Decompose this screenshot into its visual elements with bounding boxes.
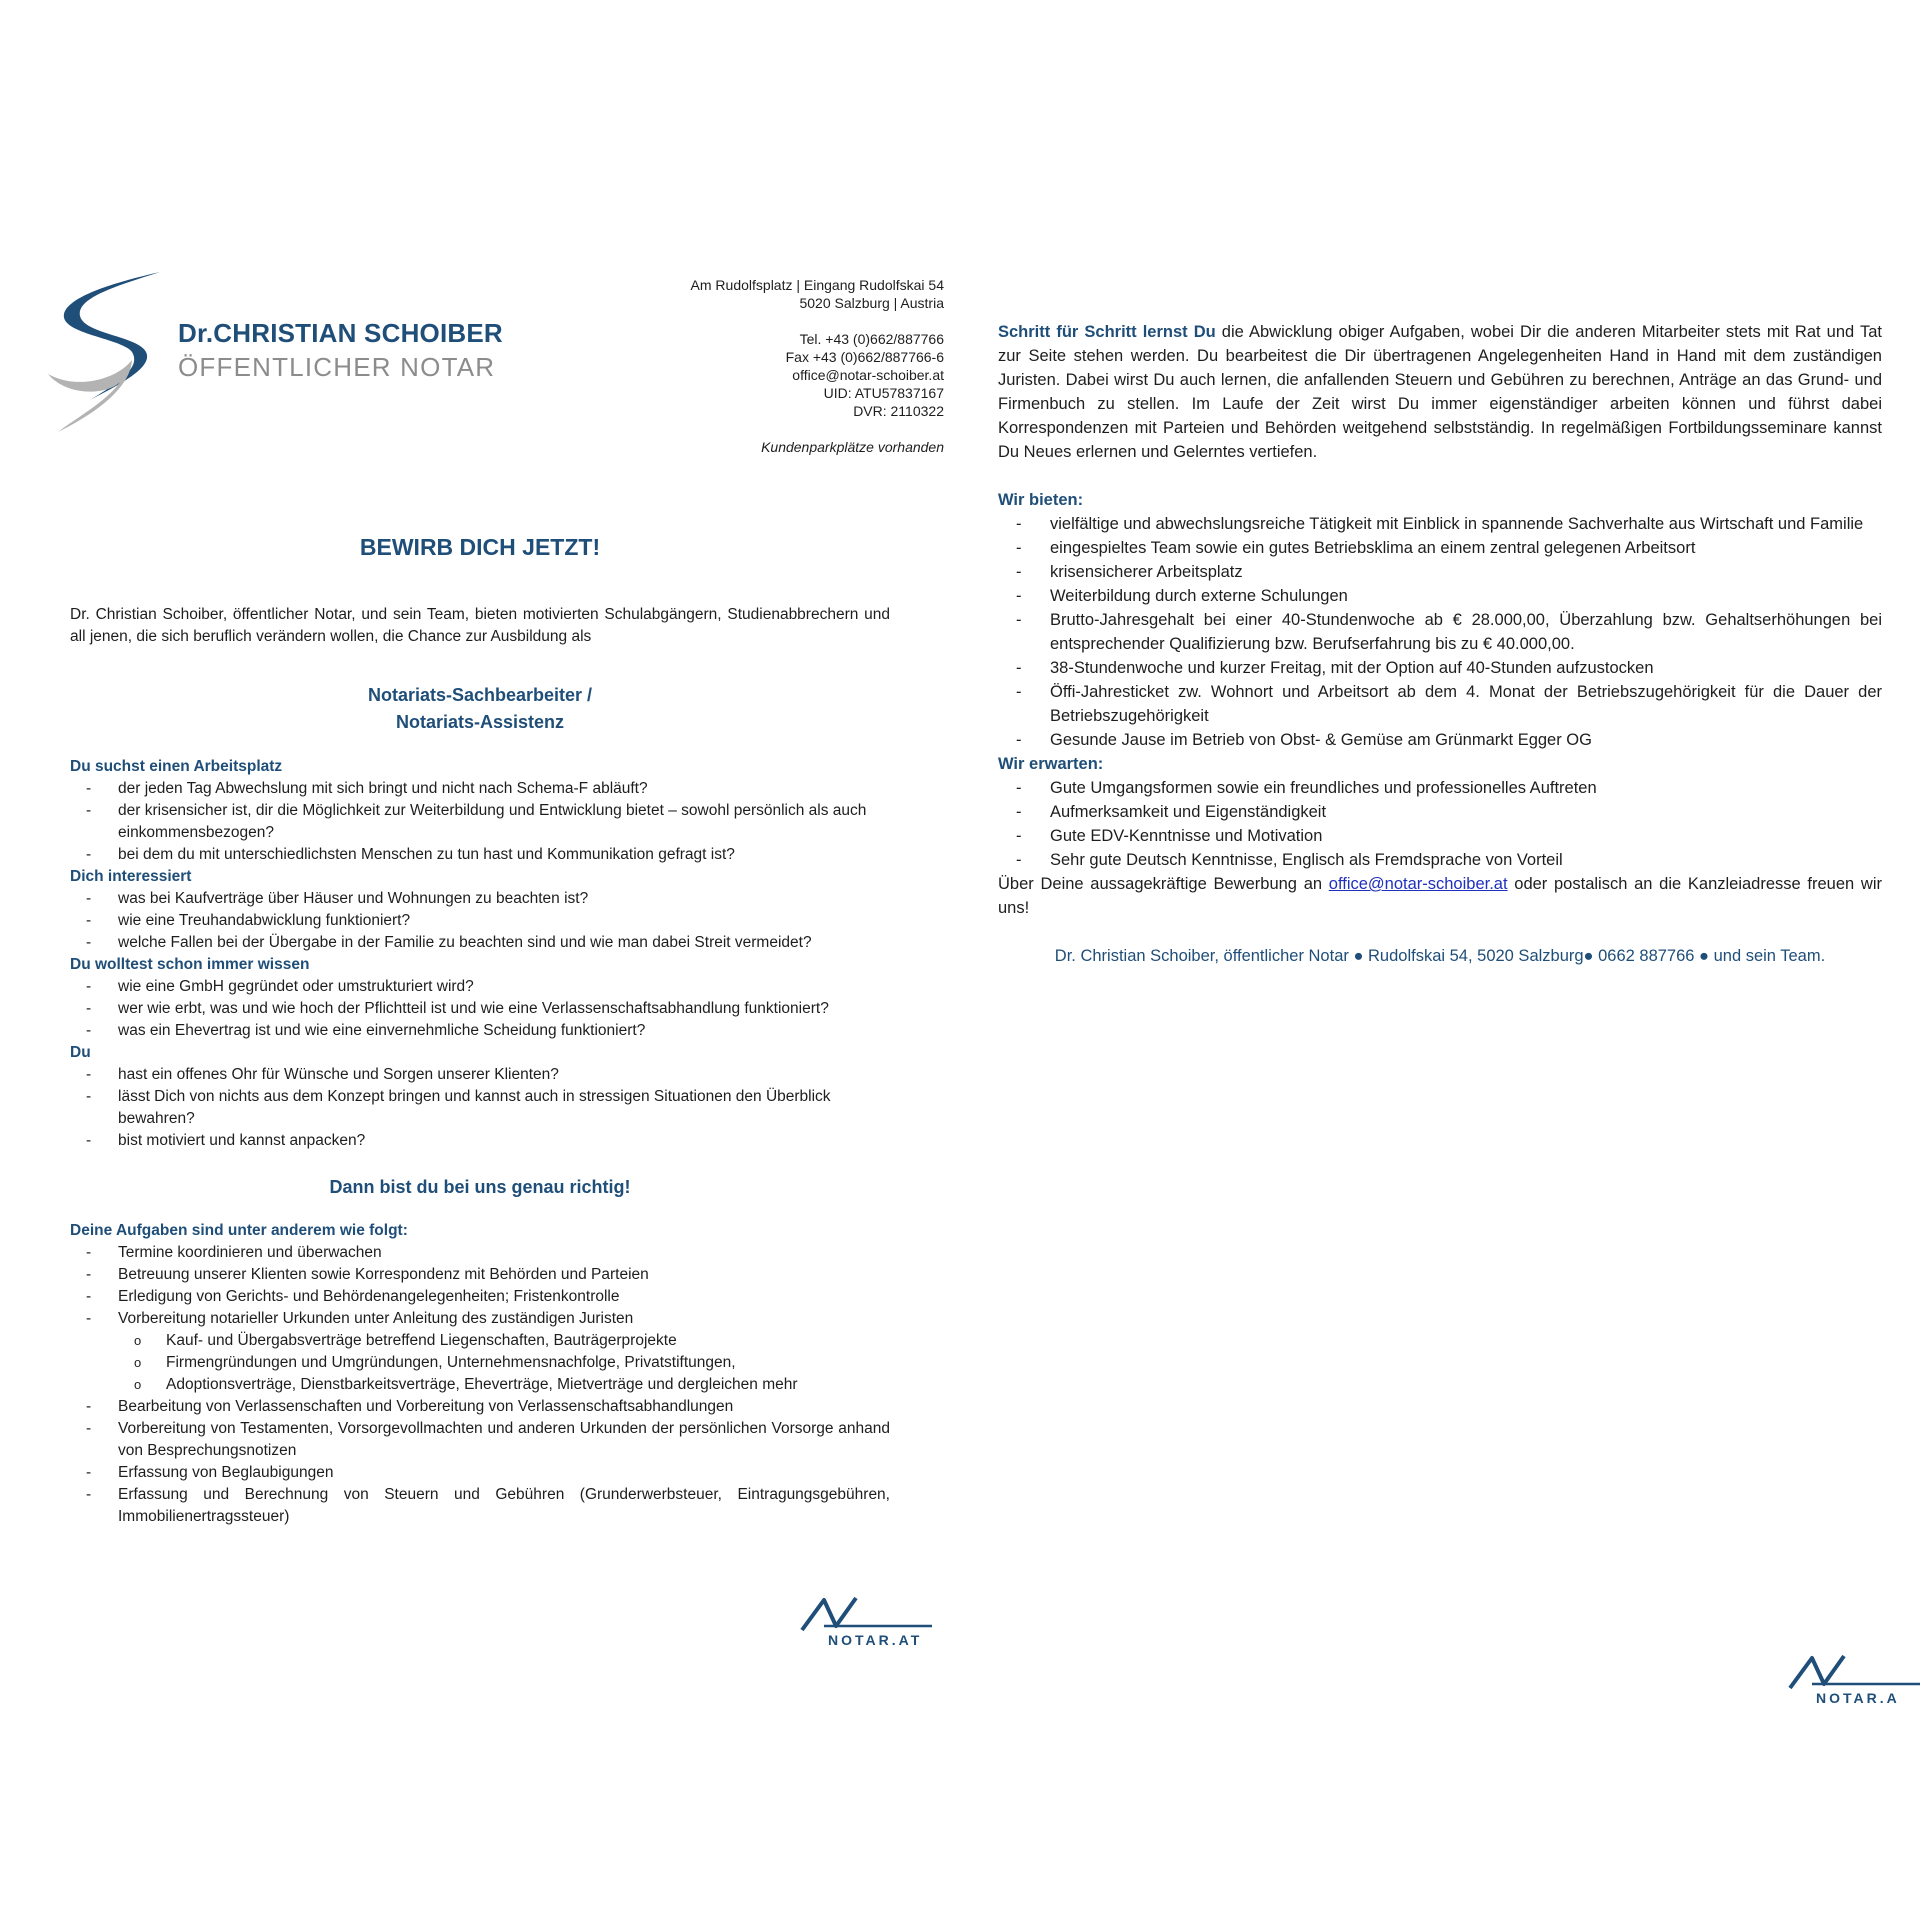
list-item: - krisensicherer Arbeitsplatz [998,560,1882,584]
list-item: - der jeden Tag Abwechslung mit sich bringt und nicht nach Schema-F abläuft? [70,778,890,800]
address-line-1: Am Rudolfsplatz | Eingang Rudolfskai 54 [690,277,944,293]
section-heading: Dich interessiert [70,868,192,885]
list-item: - was ein Ehevertrag ist und wie eine einvernehmliche Scheidung funktioniert? [70,1020,890,1042]
list-item: - Gute EDV-Kenntnisse und Motivation [998,824,1882,848]
list-item: - vielfältige und abwechslungsreiche Tätigkeit mit Einblick in spannende Sachverhalte aus Wirtschaft und Familie [998,512,1882,536]
address-line-2: 5020 Salzburg | Austria [799,295,944,311]
section-heading: Du [70,1044,91,1061]
list-item: - was bei Kaufverträge über Häuser und Wohnungen zu beachten ist? [70,888,890,910]
list-item: - Öffi-Jahresticket zw. Wohnort und Arbeitsort ab dem 4. Monat der Betriebszugehörigkeit für die Dauer der Betriebszugehörigkeit [998,680,1882,728]
list-item: - der krisensicher ist, dir die Möglichkeit zur Weiterbildung und Entwicklung bietet – sowohl persönlich als auch einkommensbezogen? [70,800,890,844]
list-item: - Bearbeitung von Verlassenschaften und Vorbereitung von Verlassenschaftsabhandlungen [70,1396,890,1418]
step-paragraph [998,320,1882,464]
notar-n-icon [800,1596,932,1632]
list-item: - Erledigung von Gerichts- und Behördenangelegenheiten; Fristenkontrolle [70,1286,890,1308]
email-link[interactable]: office@notar-schoiber.at [1328,875,1508,893]
position-line-1: Notariats-Sachbearbeiter / [367,685,593,705]
list-item: - lässt Dich von nichts aus dem Konzept bringen und kannst auch in stressigen Situationen den Überblick bewahren? [70,1086,890,1130]
list-item: - eingespieltes Team sowie ein gutes Betriebsklima an einem zentral gelegenen Arbeitsort [998,536,1882,560]
notar-at-text: NOTAR.AT [828,1632,923,1648]
sub-list-item: o Kauf- und Übergabsverträge betreffend Liegenschaften, Bauträgerprojekte [118,1330,890,1352]
position-title [70,682,890,736]
expect-list [998,776,1882,872]
list-item: - bist motiviert und kannst anpacken? [70,1130,890,1152]
tasks-heading: Deine Aufgaben sind unter anderem wie folgt: [70,1222,408,1239]
list-item: - Vorbereitung von Testamenten, Vorsorgevollmachten und anderen Urkunden der persönlichen Vorsorge anhand von Besprechungsnotizen [70,1418,890,1462]
logo-subtitle: ÖFFENTLICHER NOTAR [178,352,496,382]
office-logo [46,268,503,436]
footer-line: Dr. Christian Schoiber, öffentlicher Notar ● Rudolfskai 54, 5020 Salzburg● 0662 887766 ● und sein Team. [1054,947,1826,965]
sub-list-item: o Firmengründungen und Umgründungen, Unternehmensnachfolge, Privatstiftungen, [118,1352,890,1374]
list-item: - wie eine Treuhandabwicklung funktioniert? [70,910,890,932]
list-item: - Gute Umgangsformen sowie ein freundliches und professionelles Auftreten [998,776,1882,800]
offer-list [998,512,1882,752]
apply-pre: Über Deine aussagekräftige Bewerbung an [998,875,1329,893]
section [70,954,890,1042]
list-item: - Erfassung von Beglaubigungen [70,1462,890,1484]
tasks-list [70,1242,890,1528]
list-item: - Weiterbildung durch externe Schulungen [998,584,1882,608]
step-text: die Abwicklung obiger Aufgaben, wobei Dir die anderen Mitarbeiter stets mit Rat und Tat zur Seite stehen werden. Du bearbeitest die Dir übertragenen Angelegenheiten Hand in Hand mit dem zuständigen Juristen. Dabei wirst Du auch lernen, die anfallenden Steuern und Gebühren zu berechnen, Anträge an das Grund- und Firmenbuch zu stellen. Im Laufe der Zeit wirst Du immer eigenständiger arbeiten können und führst dabei Korrespondenzen mit Parteien und Behörden weitgehend selbstständig. In regelmäßigen Fortbildungsseminare kannst Du Neues erlernen und Gelerntes vertiefen. [998,323,1882,461]
sub-list-item: o Adoptionsverträge, Dienstbarkeitsverträge, Eheverträge, Mietverträge und dergleichen mehr [118,1374,890,1396]
right-column [998,320,1882,968]
apply-paragraph [998,872,1882,920]
notar-at-text: NOTAR.A [1816,1690,1900,1706]
email: office@notar-schoiber.at [792,367,944,383]
address-block [560,276,944,456]
section [70,866,890,954]
list-item: - Gesunde Jause im Betrieb von Obst- & Gemüse am Grünmarkt Egger OG [998,728,1882,752]
offer-heading: Wir bieten: [998,491,1084,509]
section-heading: Du suchst einen Arbeitsplatz [70,758,283,775]
step-lead: Schritt für Schritt lernst Du [998,323,1216,341]
list-item: - wer wie erbt, was und wie hoch der Pflichtteil ist und wie eine Verlassenschaftsabhandlung funktioniert? [70,998,890,1020]
sub-list [118,1330,890,1396]
apply-post: oder postalisch an die Kanzleiadresse freuen wir uns! [998,875,1882,917]
notar-at-logo [800,1596,940,1656]
phone: Tel. +43 (0)662/887766 [799,331,944,347]
section-heading: Du wolltest schon immer wissen [70,956,310,973]
list-item: - bei dem du mit unterschiedlichsten Menschen zu tun hast und Kommunikation gefragt ist? [70,844,890,866]
section [70,756,890,866]
left-column [70,536,890,1528]
dvr: DVR: 2110322 [853,403,944,419]
position-line-2: Notariats-Assistenz [395,712,565,732]
parking-note: Kundenparkplätze vorhanden [761,439,944,455]
list-item: - Termine koordinieren und überwachen [70,1242,890,1264]
uid: UID: ATU57837167 [823,385,944,401]
expect-heading: Wir erwarten: [998,755,1104,773]
intro-text: Dr. Christian Schoiber, öffentlicher Notar, und sein Team, bieten motivierten Schulabgängern, Studienabbrechern und all jenen, die sich beruflich verändern wollen, die Chance zur Ausbildung als [70,606,890,645]
list-item: - Sehr gute Deutsch Kenntnisse, Englisch als Fremdsprache von Vorteil [998,848,1882,872]
list-item: - Aufmerksamkeit und Eigenständigkeit [998,800,1882,824]
notar-at-logo-cut [1788,1654,1920,1714]
list-item: - 38-Stundenwoche und kurzer Freitag, mit der Option auf 40-Stunden aufzustocken [998,656,1882,680]
list-item-text: Vorbereitung notarieller Urkunden unter Anleitung des zuständigen Juristen [118,1310,634,1327]
cta-heading: BEWIRB DICH JETZT! [359,534,601,560]
notar-n-icon [1788,1654,1920,1690]
list-item: - Erfassung und Berechnung von Steuern und Gebühren (Grunderwerbsteuer, Eintragungsgebühren, Immobilienertragssteuer) [70,1484,890,1528]
fax: Fax +43 (0)662/887766-6 [785,349,944,365]
list-item: - Betreuung unserer Klienten sowie Korrespondenz mit Behörden und Parteien [70,1264,890,1286]
list-item: - wie eine GmbH gegründet oder umstrukturiert wird? [70,976,890,998]
list-item [70,1308,890,1396]
list-item: - welche Fallen bei der Übergabe in der Familie zu beachten sind und wie man dabei Streit vermeidet? [70,932,890,954]
mid-heading: Dann bist du bei uns genau richtig! [329,1177,631,1197]
list-item: - hast ein offenes Ohr für Wünsche und Sorgen unserer Klienten? [70,1064,890,1086]
s-swoosh-icon [46,268,176,436]
list-item: - Brutto-Jahresgehalt bei einer 40-Stundenwoche ab € 28.000,00, Überzahlung bzw. Gehaltserhöhungen bei entsprechender Qualifizierung bzw. Berufserfahrung bis zu € 40.000,00. [998,608,1882,656]
logo-name: Dr.CHRISTIAN SCHOIBER [178,318,503,348]
section [70,1042,890,1152]
